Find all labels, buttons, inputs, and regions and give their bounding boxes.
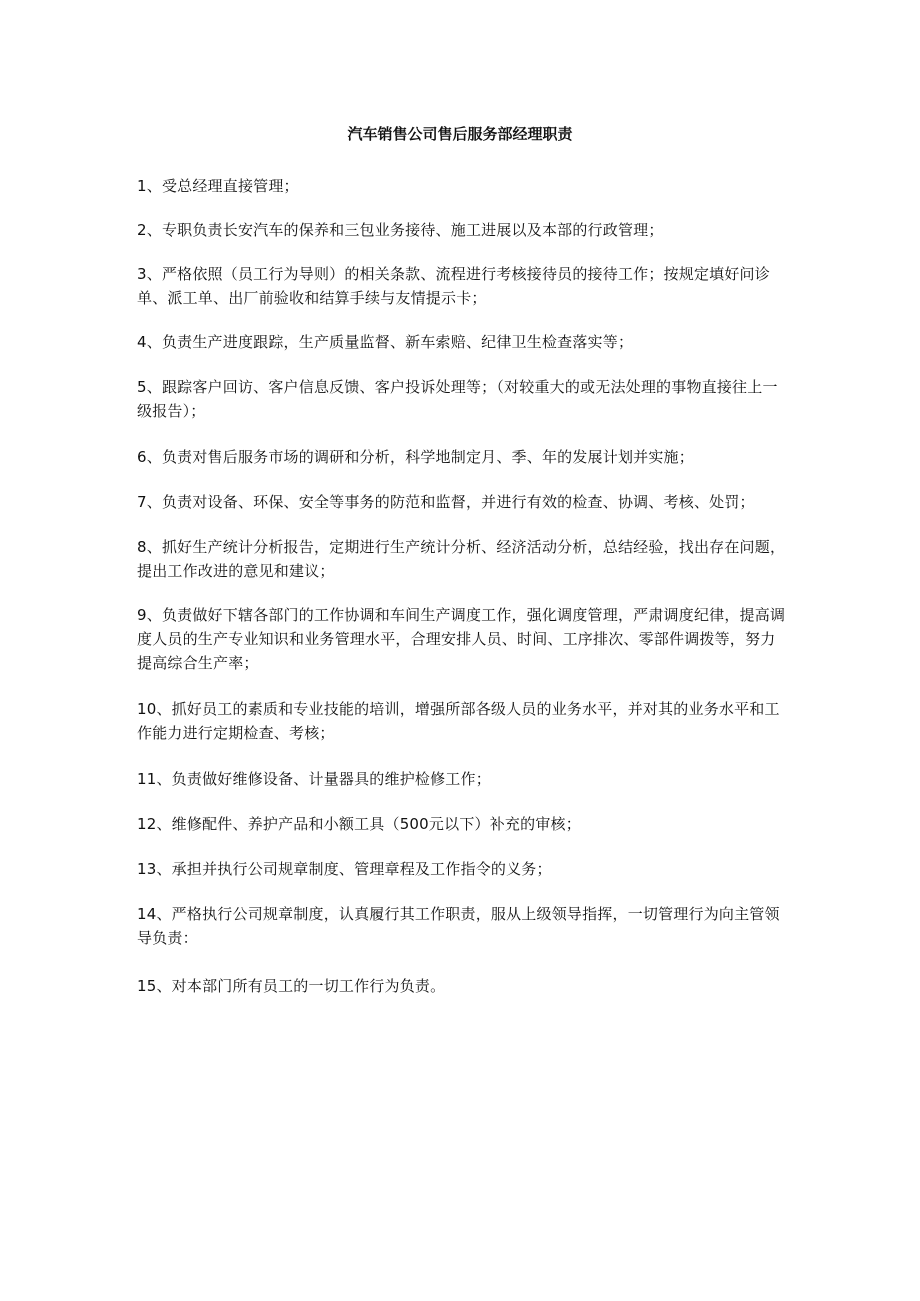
duty-item-13: 13、承担并执行公司规章制度、管理章程及工作指令的义务； [137, 860, 552, 878]
duty-item-15: 15、对本部门所有员工的一切工作行为负责。 [137, 977, 446, 995]
duty-item-2: 2、专职负责长安汽车的保养和三包业务接待、施工进展以及本部的行政管理； [137, 221, 664, 239]
duty-item-6: 6、负责对售后服务市场的调研和分析，科学地制定月、季、年的发展计划并实施； [137, 448, 694, 466]
duty-item-12: 12、维修配件、养护产品和小额工具（500元以下）补充的审核； [137, 815, 581, 833]
duty-item-10: 10、抓好员工的素质和专业技能的培训，增强所部各级人员的业务水平，并对其的业务水平和工作能力进行定期检查、考核； [137, 700, 780, 742]
duty-item-8: 8、抓好生产统计分析报告，定期进行生产统计分析、经济活动分析，总结经验，找出存在问题，提出工作改进的意见和建议； [137, 538, 786, 580]
duty-item-9: 9、负责做好下辖各部门的工作协调和车间生产调度工作，强化调度管理，严肃调度纪律，提高调度人员的生产专业知识和业务管理水平，合理安排人员、时间、工序排次、零部件调拨等，努力提高综合生产率； [137, 606, 786, 672]
duty-item-5: 5、跟踪客户回访、客户信息反馈、客户投诉处理等；（对较重大的或无法处理的事物直接往上一级报告）； [137, 378, 778, 420]
duty-item-3: 3、严格依照（员工行为导则）的相关条款、流程进行考核接待员的接待工作；按规定填好问诊单、派工单、出厂前验收和结算手续与友情提示卡； [137, 265, 770, 307]
duty-item-11: 11、负责做好维修设备、计量器具的维护检修工作； [137, 770, 491, 788]
document-title: 汽车销售公司售后服务部经理职责 [347, 125, 573, 143]
duty-item-4: 4、负责生产进度跟踪，生产质量监督、新车索赔、纪律卫生检查落实等； [137, 333, 634, 351]
duty-item-7: 7、负责对设备、环保、安全等事务的防范和监督，并进行有效的检查、协调、考核、处罚； [137, 493, 755, 511]
duty-item-1: 1、受总经理直接管理； [137, 177, 299, 195]
duty-item-14: 14、严格执行公司规章制度，认真履行其工作职责，服从上级领导指挥，一切管理行为向主管领导负责： [137, 905, 780, 947]
